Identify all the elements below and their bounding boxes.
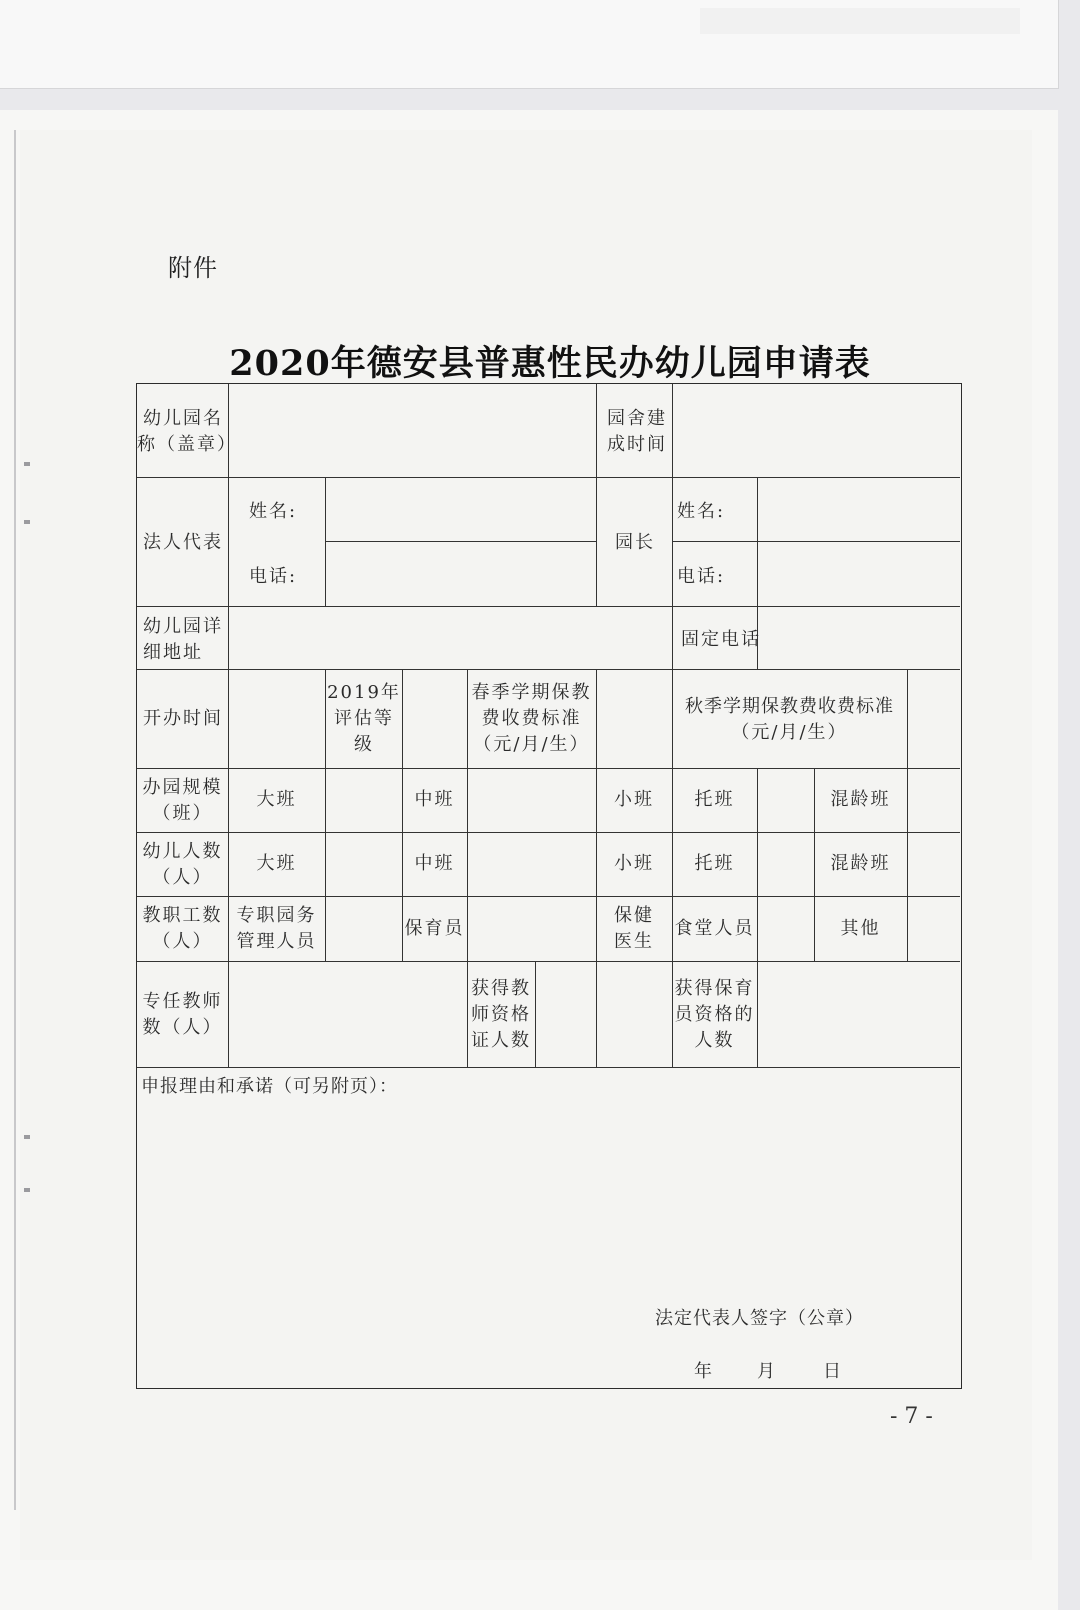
scale-nursery-field[interactable] [759,770,812,830]
children-mixed-label: 混龄班 [830,853,891,874]
scale-large-field[interactable] [327,770,400,830]
open-time-field[interactable] [230,671,323,766]
col-line [672,606,673,669]
building-time-field[interactable] [674,386,958,475]
legal-rep-label: 法人代表 [143,532,223,553]
reason-label: 申报理由和承诺（可另附页）： [141,1076,398,1097]
legal-rep-phone-field[interactable] [327,543,595,604]
teachers-label-line2: 数（人） [142,1017,223,1038]
admin-staff-field[interactable] [327,898,400,959]
teachers-label-line1: 专任教师 [142,991,223,1012]
teacher-cert-label-line1: 获得教 [471,978,531,999]
caregiver-cert-label-line1: 获得保育 [674,978,755,999]
scale-mixed-field[interactable] [909,770,958,830]
col-line [325,477,326,606]
principal-name-field[interactable] [759,479,958,539]
canteen-label: 食堂人员 [674,918,755,939]
col-line [596,384,597,606]
caregiver-label: 保育员 [404,918,465,939]
spring-fee-field[interactable] [598,671,670,766]
staff-label-line2: （人） [152,931,213,952]
spring-fee-label-line1: 春季学期保教 [471,682,592,703]
row-line [673,541,960,542]
canteen-field[interactable] [759,898,812,959]
col-line [672,384,673,606]
row-line [137,768,960,769]
previous-page-edge [0,0,1059,89]
children-small-label: 小班 [614,853,654,874]
teacher-cert-label-line2: 师资格 [471,1004,531,1025]
teachers-field[interactable] [230,963,466,1065]
spring-fee-label-line2: 费收费标准 [481,708,582,729]
previous-page-ghost [700,8,1020,34]
row-line [137,669,960,670]
row-line [137,961,960,962]
staple-mark [24,1135,30,1139]
autumn-fee-field[interactable] [909,671,958,766]
scale-mixed-label: 混龄班 [830,789,891,810]
date-year: 年 [694,1361,714,1382]
signature-label: 法定代表人签字（公章） [655,1308,864,1329]
reason-field[interactable] [141,1104,956,1294]
date-day: 日 [823,1361,843,1382]
address-field[interactable] [230,608,670,667]
row-line [137,1067,960,1068]
caregiver-cert-field[interactable] [759,963,958,1065]
principal-name-label: 姓名: [677,501,726,522]
staple-mark [24,462,30,466]
children-middle-field[interactable] [469,834,594,894]
legal-rep-name-label: 姓名: [249,501,298,522]
open-time-label: 开办时间 [143,708,223,729]
scale-label-line2: （班） [152,803,213,824]
scale-nursery-label: 托班 [694,789,735,810]
other-label: 其他 [840,918,881,939]
staple-mark [24,1188,30,1192]
building-time-label-line2: 成时间 [607,434,667,455]
row-line [137,477,960,478]
address-label-line2: 细地址 [143,642,203,663]
kindergarten-name-label-line1: 幼儿园名 [143,408,223,429]
principal-phone-field[interactable] [759,543,958,604]
row-line [325,541,597,542]
attachment-label: 附件 [168,254,218,282]
address-label-line1: 幼儿园详 [143,616,223,637]
form-title: 2020年德安县普惠性民办幼儿园申请表 [229,343,871,384]
children-nursery-field[interactable] [759,834,812,894]
principal-phone-label: 电话: [677,566,726,587]
scale-middle-field[interactable] [469,770,594,830]
row-line [137,896,960,897]
children-nursery-label: 托班 [694,853,735,874]
admin-staff-label-line2: 管理人员 [236,931,317,952]
row-line [137,606,960,607]
health-doctor-label-line2: 医生 [614,931,654,952]
scale-middle-label: 中班 [414,789,455,810]
principal-label: 园长 [615,532,655,553]
date-month: 月 [757,1361,777,1382]
scale-small-label: 小班 [614,789,654,810]
children-large-label: 大班 [256,853,297,874]
staff-label-line1: 教职工数 [142,905,223,926]
spring-fee-label-line3: （元/月/生） [473,734,590,755]
other-field[interactable] [909,898,958,959]
col-line [757,477,758,606]
autumn-fee-label-line1: 秋季学期保教费收费标准 [685,696,894,717]
landline-label: 固定电话 [681,629,761,650]
binding-line [14,130,16,1510]
children-mixed-field[interactable] [909,834,958,894]
page-number: - 7 - [890,1404,933,1429]
children-middle-label: 中班 [414,853,455,874]
row-line [137,832,960,833]
kindergarten-name-label-line2: 称（盖章） [137,434,237,455]
application-form-table [136,383,962,1389]
teacher-cert-label-line3: 证人数 [471,1030,531,1051]
col-line [757,768,758,1067]
building-time-label-line1: 园舍建 [607,408,667,429]
rating-label-line3: 级 [354,734,374,755]
rating-label-line2: 评估等 [334,708,394,729]
col-line [907,669,908,961]
legal-rep-phone-label: 电话: [249,566,298,587]
scale-label-line1: 办园规模 [142,777,223,798]
landline-field[interactable] [759,608,958,667]
staple-mark [24,520,30,524]
admin-staff-label-line1: 专职园务 [236,905,317,926]
rating-label-line1: 2019年 [327,682,401,703]
caregiver-field[interactable] [469,898,594,959]
children-label-line1: 幼儿人数 [142,841,223,862]
caregiver-cert-label-line2: 员资格的 [674,1004,755,1025]
health-doctor-label-line1: 保健 [614,905,654,926]
kindergarten-name-field[interactable] [230,386,594,475]
legal-rep-name-field[interactable] [327,479,595,539]
col-line [228,384,229,1067]
children-large-field[interactable] [327,834,400,894]
children-label-line2: （人） [152,867,213,888]
rating-field[interactable] [404,671,465,766]
col-line [535,961,536,1067]
scale-large-label: 大班 [256,789,297,810]
caregiver-cert-label-line3: 人数 [694,1030,735,1051]
autumn-fee-label-line2: （元/月/生） [731,722,848,743]
